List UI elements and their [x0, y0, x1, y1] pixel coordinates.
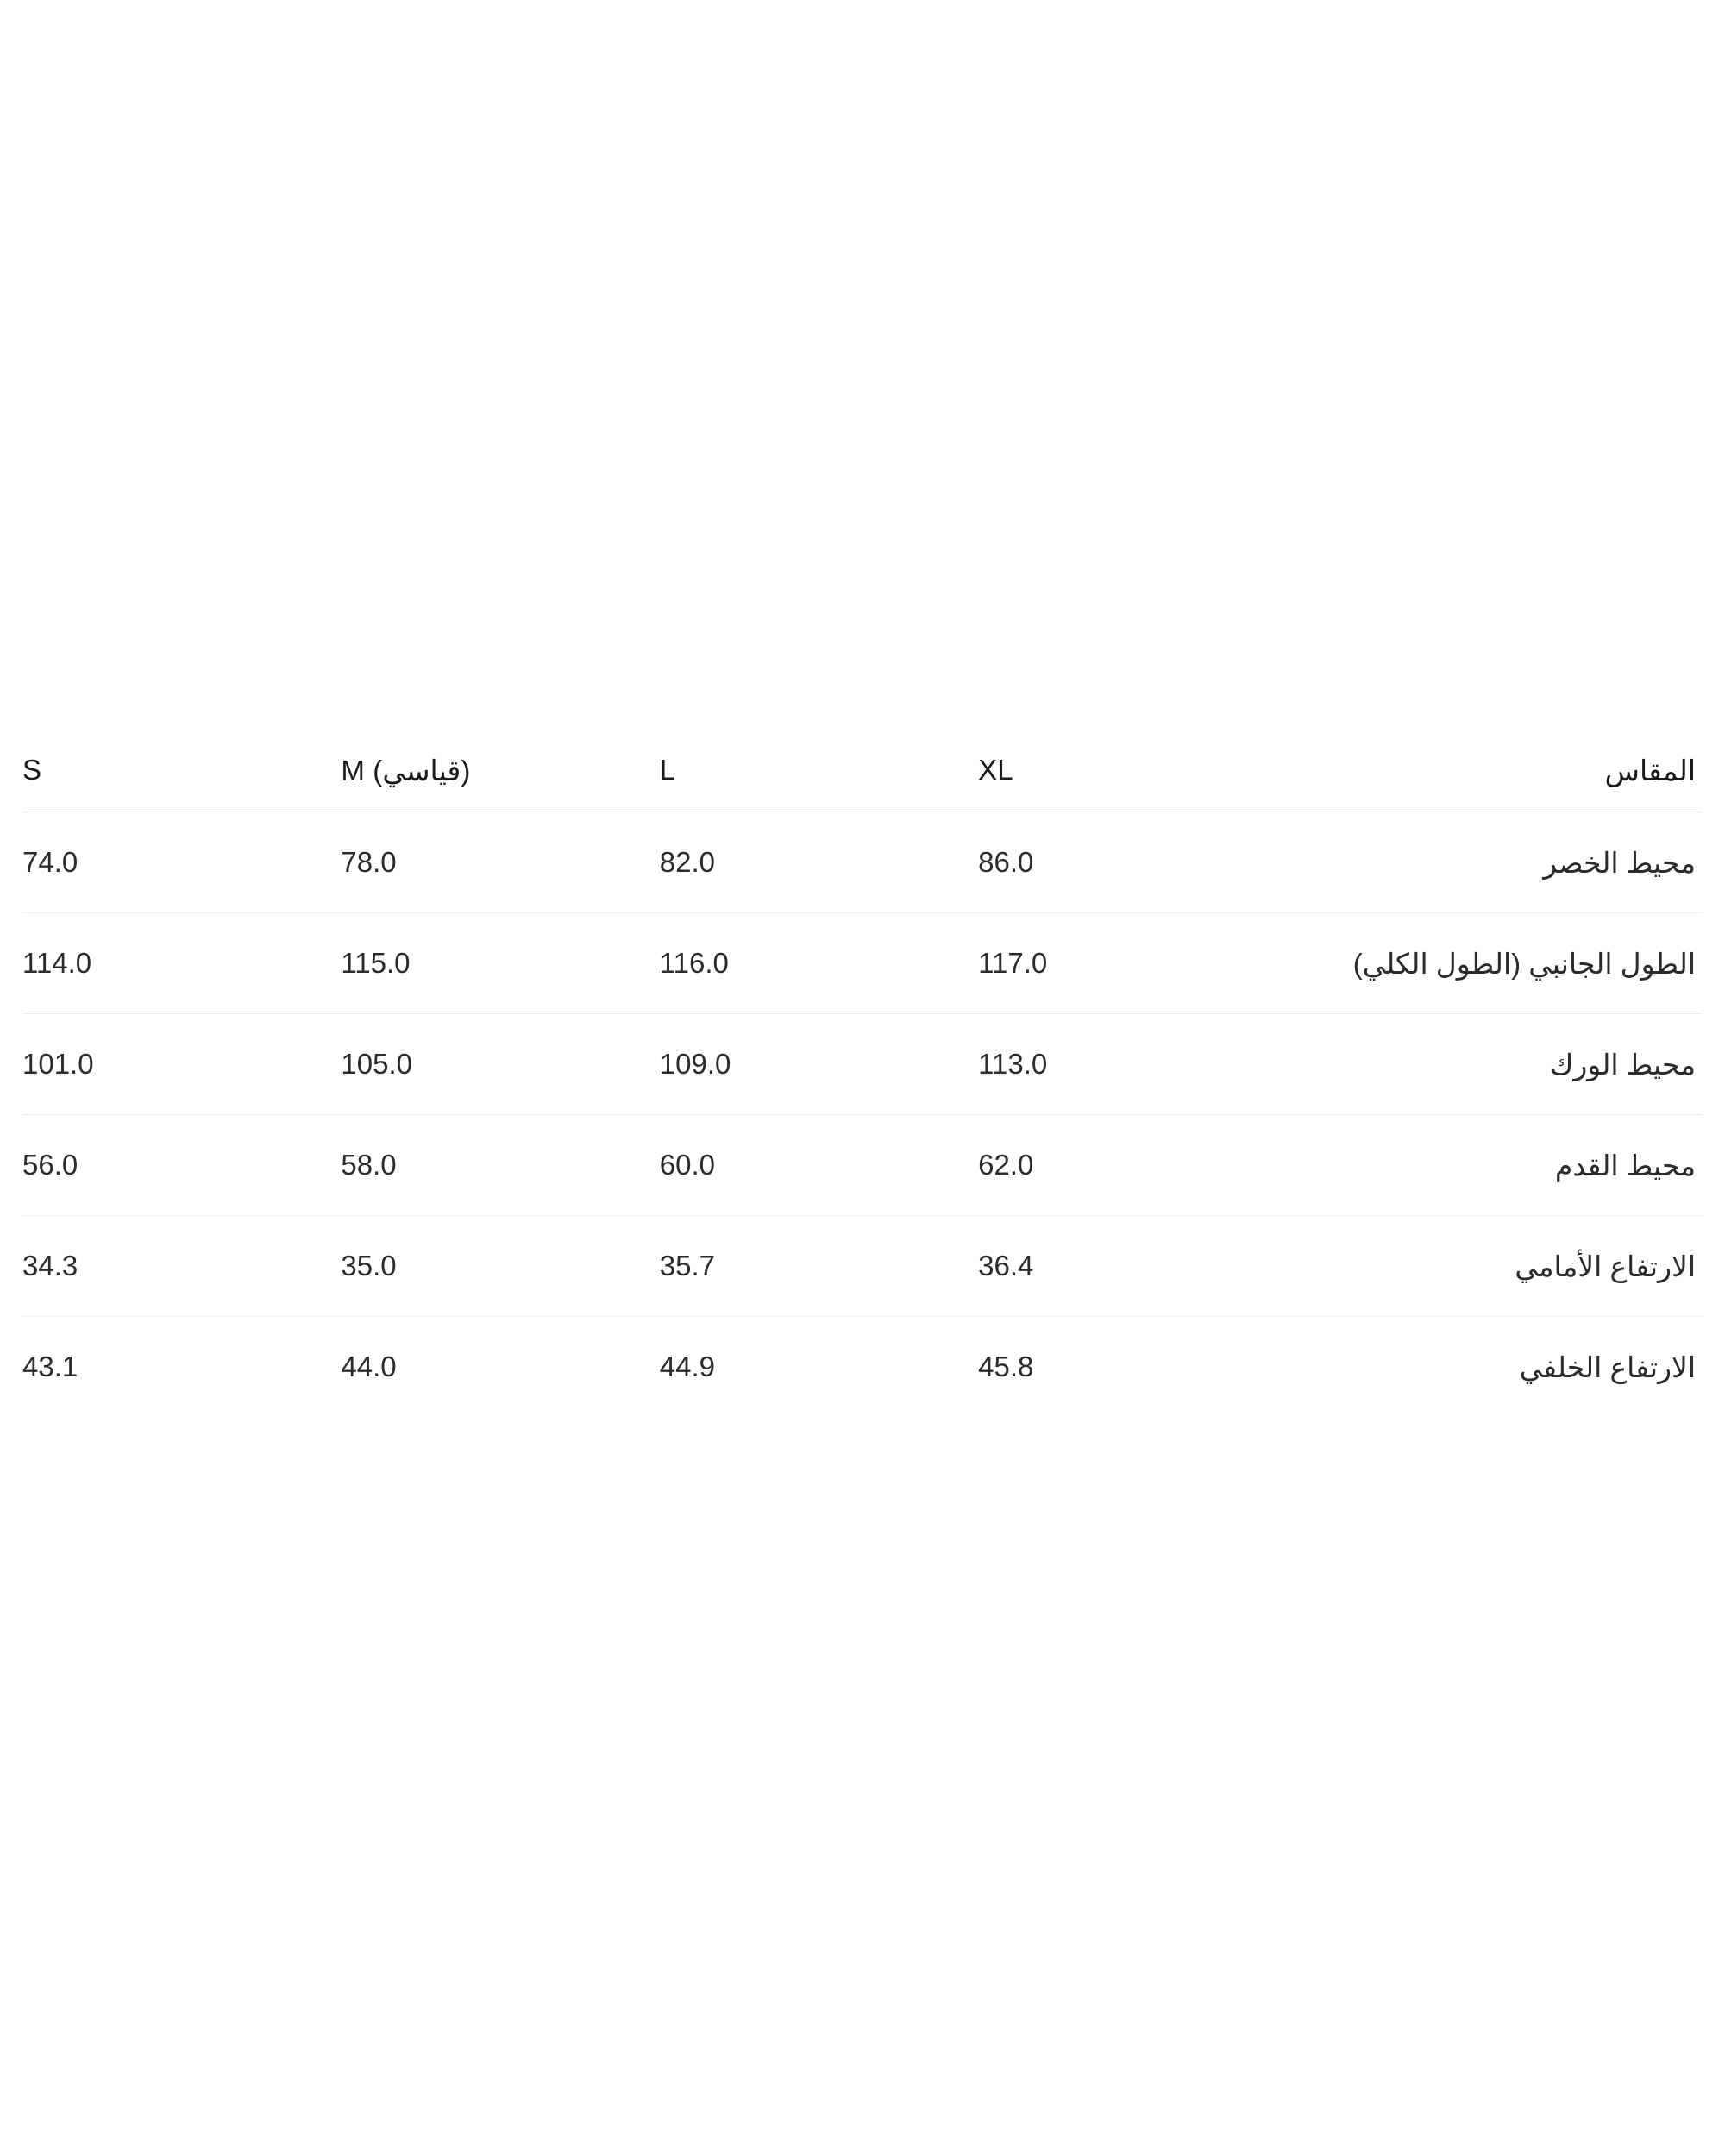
row-label — [1297, 1317, 1703, 1418]
row-value-xl-text: 62.0 — [978, 1149, 1034, 1181]
row-value-s-text: 56.0 — [22, 1149, 78, 1181]
row-value-s — [22, 1014, 341, 1115]
column-header-size-m-label: M (قياسي) — [341, 754, 471, 787]
column-header-measure — [1297, 729, 1703, 812]
row-value-m — [341, 1014, 659, 1115]
table-row — [22, 1317, 1703, 1418]
row-value-xl — [978, 1216, 1296, 1317]
table-body — [22, 812, 1703, 1418]
column-header-size-xl-label: XL — [978, 754, 1013, 786]
row-label-text: الطول الجانبي (الطول الكلي) — [1352, 947, 1696, 980]
table-row — [22, 1014, 1703, 1115]
row-value-xl-text: 45.8 — [978, 1351, 1034, 1382]
row-value-l — [660, 812, 978, 913]
table-row — [22, 1216, 1703, 1317]
table-row — [22, 812, 1703, 913]
row-value-m-text: 58.0 — [341, 1149, 397, 1181]
row-label — [1297, 1014, 1703, 1115]
row-value-m — [341, 812, 659, 913]
row-value-xl — [978, 913, 1296, 1014]
row-label-text: محيط القدم — [1554, 1149, 1696, 1181]
row-value-m — [341, 1216, 659, 1317]
row-value-l — [660, 1317, 978, 1418]
row-value-xl — [978, 1115, 1296, 1216]
row-value-m-text: 44.0 — [341, 1351, 397, 1382]
row-value-m-text: 105.0 — [341, 1048, 412, 1080]
column-header-size-s-label: S — [22, 754, 42, 786]
table-row — [22, 1115, 1703, 1216]
row-value-m — [341, 1115, 659, 1216]
row-value-m — [341, 1317, 659, 1418]
row-label-text: الارتفاع الخلفي — [1519, 1351, 1696, 1383]
row-label — [1297, 812, 1703, 913]
row-value-l-text: 44.9 — [659, 1351, 716, 1382]
row-value-xl-text: 36.4 — [978, 1250, 1034, 1282]
column-header-measure-label: المقاس — [1604, 754, 1696, 787]
row-value-m — [341, 913, 659, 1014]
table-header-row — [22, 729, 1703, 812]
row-value-xl-text: 86.0 — [978, 846, 1034, 878]
column-header-size-s — [22, 729, 341, 812]
row-value-l — [660, 1014, 978, 1115]
row-value-s-text: 34.3 — [22, 1250, 78, 1282]
column-header-size-m — [341, 729, 659, 812]
row-value-l-text: 109.0 — [659, 1048, 731, 1080]
row-label — [1297, 913, 1703, 1014]
row-value-l — [660, 1115, 978, 1216]
row-value-s — [22, 1216, 341, 1317]
row-value-s — [22, 1115, 341, 1216]
row-label — [1297, 1216, 1703, 1317]
row-label-text: الارتفاع الأمامي — [1515, 1250, 1696, 1282]
row-value-l — [660, 913, 978, 1014]
row-value-l-text: 82.0 — [659, 846, 716, 878]
row-value-xl — [978, 1014, 1296, 1115]
row-label-text: محيط الخصر — [1543, 846, 1696, 879]
row-value-s — [22, 812, 341, 913]
row-value-l-text: 35.7 — [659, 1250, 716, 1282]
row-value-s-text: 43.1 — [22, 1351, 78, 1382]
column-header-size-xl — [978, 729, 1296, 812]
row-value-xl-text: 117.0 — [978, 947, 1048, 979]
row-label-text: محيط الورك — [1550, 1048, 1696, 1081]
row-value-s — [22, 1317, 341, 1418]
table-row — [22, 913, 1703, 1014]
row-value-xl — [978, 812, 1296, 913]
row-value-s — [22, 913, 341, 1014]
row-value-s-text: 74.0 — [22, 846, 78, 878]
row-value-l-text: 116.0 — [659, 947, 729, 979]
column-header-size-l-label: L — [659, 754, 676, 786]
column-header-size-l — [660, 729, 978, 812]
size-chart-container — [22, 729, 1703, 1417]
row-value-l-text: 60.0 — [659, 1149, 716, 1181]
row-value-xl-text: 113.0 — [978, 1048, 1048, 1080]
row-value-s-text: 101.0 — [22, 1048, 94, 1080]
row-value-s-text: 114.0 — [22, 947, 92, 979]
row-value-l — [660, 1216, 978, 1317]
row-value-xl — [978, 1317, 1296, 1418]
row-value-m-text: 35.0 — [341, 1250, 397, 1282]
table-header — [22, 729, 1703, 812]
row-value-m-text: 78.0 — [341, 846, 397, 878]
row-label — [1297, 1115, 1703, 1216]
size-chart-table — [22, 729, 1703, 1417]
row-value-m-text: 115.0 — [341, 947, 411, 979]
